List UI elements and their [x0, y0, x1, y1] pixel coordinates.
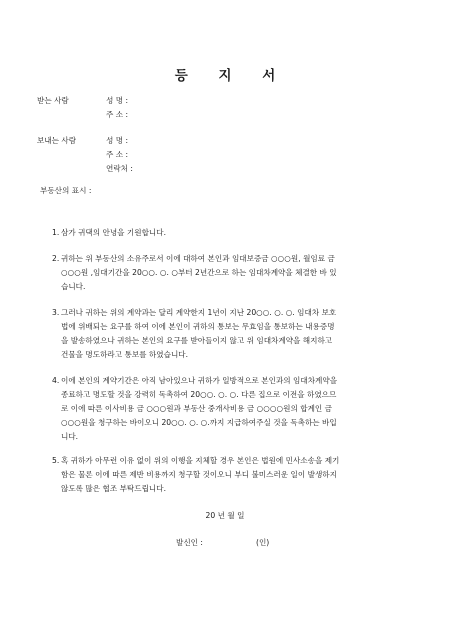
paragraph-line: 을 발송하였으나 귀하는 본인의 요구를 받아들이지 않고 위 임대차계약을 해지하고 [61, 336, 333, 345]
paragraph-line: 종료하고 명도할 것을 강력히 독촉하여 20○○. ○. ○. 다른 집으로 이전을 하였으므 [61, 390, 337, 399]
paragraph-line: 니다. [61, 432, 79, 441]
paragraph-line: 로 이에 따른 이사비용 금 ○○○원과 부동산 중개사비용 금 ○○○○원의 합계인 금 [61, 404, 332, 413]
paragraph-number: 2. [52, 254, 60, 263]
property-label: 부동산의 표시 : [40, 186, 92, 195]
recipient-name-label: 성 명 : [106, 96, 129, 105]
paragraph-line: 않도록 많은 협조 부탁드립니다. [61, 484, 167, 493]
sender-contact-label: 연락처 : [106, 164, 133, 173]
sender-address-label: 주 소 : [106, 150, 129, 159]
paragraph-4 [52, 374, 414, 444]
paragraph-1 [52, 226, 414, 240]
paragraph-line: 건물을 명도하라고 통보를 하였습니다. [61, 350, 189, 359]
paragraph-line: 법에 위배되는 요구를 하여 이에 본인이 귀하의 통보는 무효임을 통보하는 내용증명 [61, 322, 335, 331]
paragraph-number: 1. [52, 228, 60, 237]
paragraph-line: 함은 물론 이에 따른 제반 비용까지 청구할 것이오니 부디 불미스러운 일이 발생하지 [61, 470, 337, 479]
sender-name-label: 성 명 : [106, 136, 129, 145]
paragraph-line: 귀하는 위 부동산의 소유주로서 이에 대하여 본인과 임대보증금 ○○○원, 월임료 금 [61, 254, 335, 263]
sender-label: 보내는 사람 [37, 136, 77, 145]
paragraph-2 [52, 252, 414, 294]
paragraph-line: ○○○원을 청구하는 바이오니 20○○. ○. ○.까지 지급하여주실 것을 독촉하는 바입 [61, 418, 337, 427]
paragraph-line: 삼가 귀댁의 안녕을 기원합니다. [61, 228, 167, 237]
paragraph-line: 이에 본인의 계약기간은 아직 남아있으나 귀하가 일방적으로 본인과의 임대차계약을 [61, 376, 338, 385]
paragraph-line: 그러나 귀하는 위의 계약과는 달리 계약한지 1년이 지난 20○○. ○. ○. 임대차 보호 [61, 308, 337, 317]
paragraph-line: 혹 귀하가 아무런 이유 없이 위의 이행을 지체할 경우 본인은 법원에 민사소송을 제기 [61, 456, 340, 465]
paragraph-number: 4. [52, 376, 60, 385]
paragraph-line: 습니다. [61, 282, 86, 291]
seal-mark: (인) [256, 538, 270, 547]
recipient-address-label: 주 소 : [106, 110, 129, 119]
recipient-label: 받는 사람 [37, 96, 69, 105]
paragraph-number: 3. [52, 308, 60, 317]
signature-label: 발신인 : [176, 538, 203, 547]
paragraph-number: 5. [52, 456, 60, 465]
date-line: 20 년 월 일 [205, 511, 245, 520]
paragraph-3 [52, 306, 414, 362]
document-title: 등 지 서 [174, 68, 289, 84]
paragraph-5 [52, 454, 414, 496]
paragraph-line: ○○○원 ,임대기간을 20○○. ○. ○부터 2년간으로 하는 임대차계약을 체결한 바 있 [61, 268, 337, 277]
